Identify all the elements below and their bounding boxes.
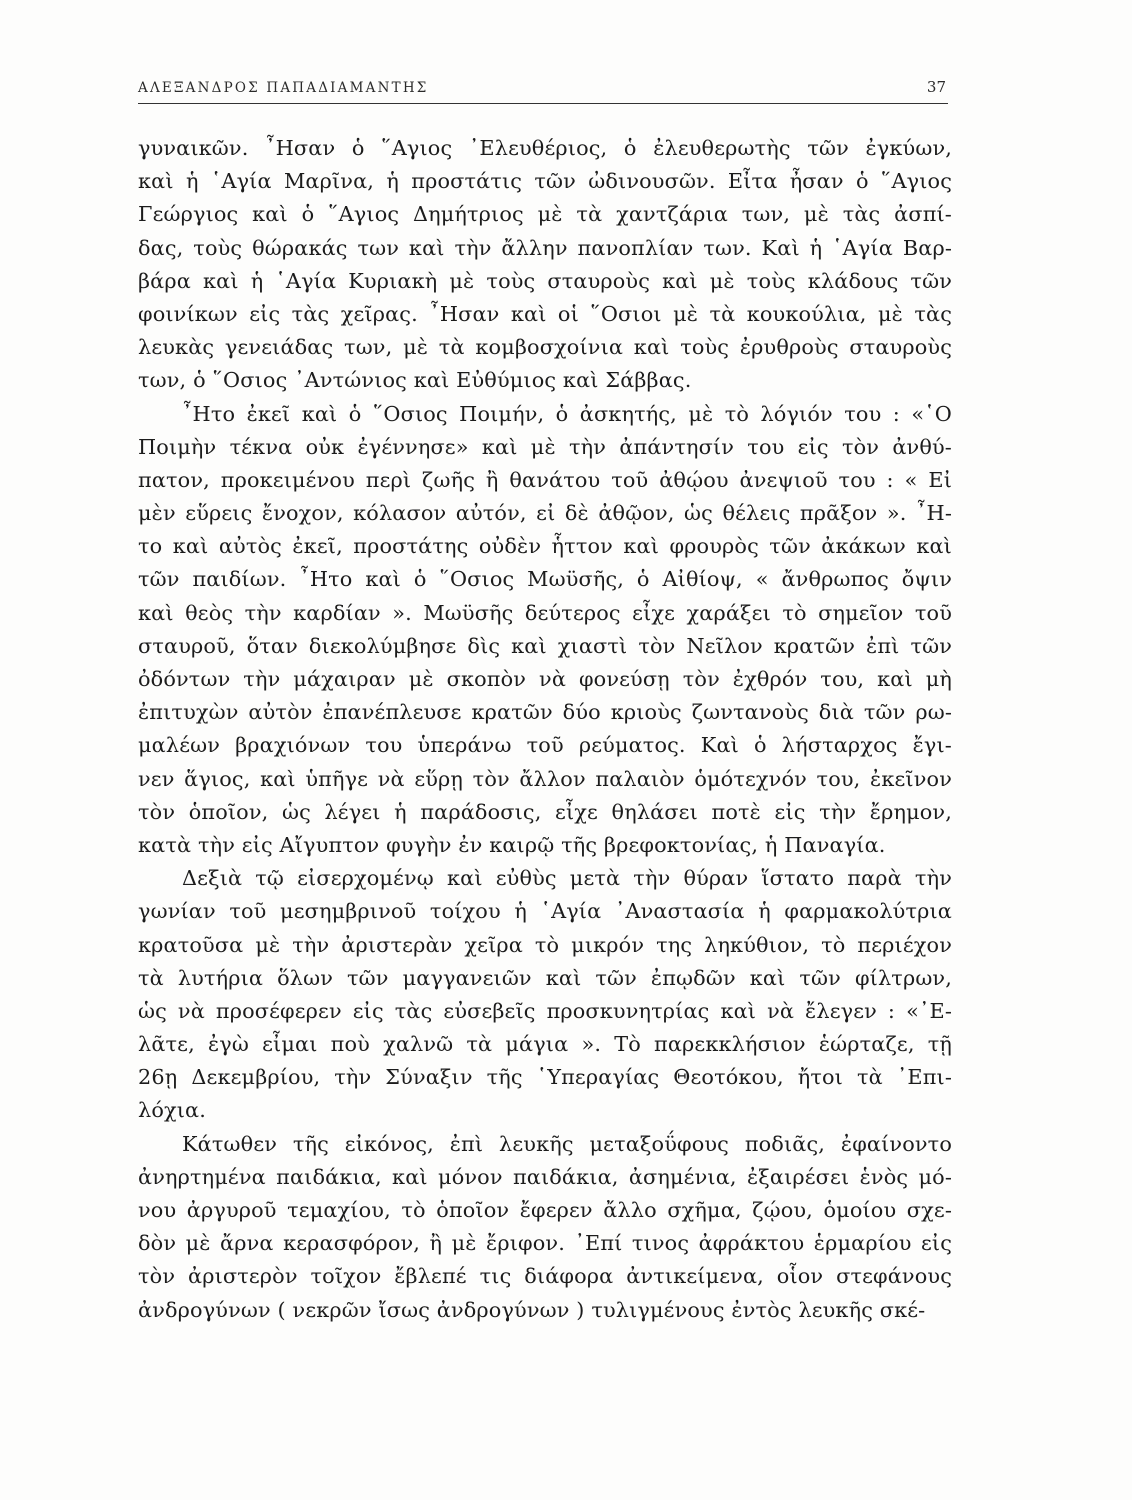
- text-line: κατὰ τὴν εἰς Αἴγυπτον φυγὴν ἐν καιρῷ τῆς βρεφοκτονίας, ἡ Παναγία.: [138, 832, 886, 857]
- text-line: ἐπιτυχὼν αὐτὸν ἐπανέπλευσε κρατῶν δύο κριοὺς ζωντανοὺς διὰ τῶν ρω-: [138, 700, 952, 725]
- paragraph: [138, 398, 952, 863]
- text-line: φοινίκων εἰς τὰς χεῖρας. ῏Ησαν καὶ οἱ ῞Οσιοι μὲ τὰ κουκούλια, μὲ τὰς: [138, 301, 952, 326]
- text-line: κρατοῦσα μὲ τὴν ἀριστερὰν χεῖρα τὸ μικρόν της ληκύθιον, τὸ περιέχον: [138, 932, 952, 957]
- text-line: μαλέων βραχιόνων του ὑπεράνω τοῦ ρεύματος. Καὶ ὁ λήσταρχος ἔγι-: [138, 733, 952, 758]
- text-line: ὡς νὰ προσέφερεν εἰς τὰς εὐσεβεῖς προσκυνητρίας καὶ νὰ ἔλεγεν : «᾿Ε-: [138, 998, 952, 1023]
- text-line: καὶ ἡ ῾Αγία Μαρῖνα, ἡ προστάτις τῶν ὠδινουσῶν. Εἶτα ἦσαν ὁ ῞Αγιος: [138, 169, 952, 194]
- text-line: λευκὰς γενειάδας των, μὲ τὰ κομβοσχοίνια καὶ τοὺς ἐρυθροὺς σταυροὺς: [138, 335, 952, 360]
- text-line: τῶν παιδίων. ῏Ητο καὶ ὁ ῞Οσιος Μωϋσῆς, ὁ Αἰθίοψ, « ἄνθρωπος ὄψιν: [138, 567, 952, 592]
- text-line: των, ὁ ῞Οσιος ᾿Αντώνιος καὶ Εὐθύμιος καὶ Σάββας.: [138, 368, 692, 393]
- text-line: λόχια.: [138, 1098, 207, 1123]
- paragraph: [138, 1128, 952, 1327]
- text-line: λᾶτε, ἐγὼ εἶμαι ποὺ χαλνῶ τὰ μάγια ». Τὸ παρεκκλήσιον ἑώρταζε, τῇ: [138, 1032, 952, 1057]
- text-line: μὲν εὕρεις ἔνοχον, κόλασον αὐτόν, εἰ δὲ ἀθῷον, ὡς θέλεις πρᾶξον ». ῏Η-: [138, 501, 952, 526]
- text-line: σταυροῦ, ὅταν διεκολύμβησε δὶς καὶ χιαστὶ τὸν Νεῖλον κρατῶν ἐπὶ τῶν: [138, 633, 952, 658]
- running-header: [138, 78, 950, 104]
- text-line: βάρα καὶ ἡ ῾Αγία Κυριακὴ μὲ τοὺς σταυροὺς καὶ μὲ τοὺς κλάδους τῶν: [138, 268, 952, 293]
- paragraph: [138, 862, 952, 1128]
- text-line: το καὶ αὐτὸς ἐκεῖ, προστάτης οὐδὲν ἧττον καὶ φρουρὸς τῶν ἀκάκων καὶ: [138, 534, 952, 559]
- text-line: γυναικῶν. ῏Ησαν ὁ ῞Αγιος ᾿Ελευθέριος, ὁ ἐλευθερωτὴς τῶν ἐγκύων,: [138, 136, 952, 160]
- text-line: Κάτωθεν τῆς εἰκόνος, ἐπὶ λευκῆς μεταξοΰφους ποδιᾶς, ἐφαίνοντο: [182, 1131, 952, 1156]
- text-line: ὀδόντων τὴν μάχαιραν μὲ σκοπὸν νὰ φονεύσῃ τὸν ἐχθρόν του, καὶ μὴ: [138, 667, 952, 691]
- text-line: Γεώργιος καὶ ὁ ῞Αγιος Δημήτριος μὲ τὰ χαντζάρια των, μὲ τὰς ἀσπί-: [138, 202, 952, 227]
- text-line: Ποιμὴν τέκνα οὐκ ἐγέννησε» καὶ μὲ τὴν ἀπάντησίν του εἰς τὸν ἀνθύ-: [138, 434, 952, 459]
- page-number: 37: [926, 78, 946, 96]
- text-line: γωνίαν τοῦ μεσημβρινοῦ τοίχου ἡ ῾Αγία ᾿Αναστασία ἡ φαρμακολύτρια: [138, 899, 952, 924]
- text-line: νεν ἅγιος, καὶ ὑπῆγε νὰ εὕρῃ τὸν ἄλλον παλαιὸν ὁμότεχνόν του, ἐκεῖνον: [138, 766, 952, 791]
- text-line: πατον, προκειμένου περὶ ζωῆς ἢ θανάτου τοῦ ἀθῴου ἀνεψιοῦ του : « Εἰ: [138, 467, 952, 492]
- text-line: τὸν ἀριστερὸν τοῖχον ἔβλεπέ τις διάφορα ἀντικείμενα, οἷον στεφάνους: [138, 1264, 952, 1289]
- text-line: τὸν ὁποῖον, ὡς λέγει ἡ παράδοσις, εἶχε θηλάσει ποτὲ εἰς τὴν ἔρημον,: [138, 799, 952, 824]
- text-line: ῏Ητο ἐκεῖ καὶ ὁ ῞Οσιος Ποιμήν, ὁ ἀσκητής, μὲ τὸ λόγιόν του : «῾Ο: [182, 401, 952, 426]
- header-rule: [138, 103, 948, 104]
- paragraph: [138, 132, 952, 398]
- text-line: τὰ λυτήρια ὅλων τῶν μαγγανειῶν καὶ τῶν ἐπῳδῶν καὶ τῶν φίλτρων,: [138, 965, 952, 990]
- text-line: καὶ θεὸς τὴν καρδίαν ». Μωϋσῆς δεύτερος εἶχε χαράξει τὸ σημεῖον τοῦ: [138, 600, 952, 625]
- text-line: ἀνηρτημένα παιδάκια, καὶ μόνον παιδάκια, ἀσημένια, ἐξαιρέσει ἑνὸς μό-: [138, 1164, 952, 1189]
- body-text: [138, 132, 952, 1327]
- text-line: ἀνδρογύνων ( νεκρῶν ἴσως ἀνδρογύνων ) τυλιγμένους ἐντὸς λευκῆς σκέ-: [138, 1297, 926, 1322]
- running-title: ΑΛΕΞΑΝΔΡΟΣ ΠΑΠΑΔΙΑΜΑΝΤΗΣ: [138, 80, 429, 96]
- text-line: δας, τοὺς θώρακάς των καὶ τὴν ἄλλην πανοπλίαν των. Καὶ ἡ ῾Αγία Βαρ-: [138, 235, 952, 260]
- text-line: νου ἀργυροῦ τεμαχίου, τὸ ὁποῖον ἔφερεν ἄλλο σχῆμα, ζῴου, ὁμοίου σχε-: [138, 1198, 952, 1222]
- text-line: Δεξιὰ τῷ εἰσερχομένῳ καὶ εὐθὺς μετὰ τὴν θύραν ἵστατο παρὰ τὴν: [182, 866, 952, 891]
- text-line: δὸν μὲ ἄρνα κερασφόρον, ἢ μὲ ἔριφον. ᾿Επί τινος ἀφράκτου ἑρμαρίου εἰς: [138, 1231, 952, 1256]
- text-line: 26ῃ Δεκεμβρίου, τὴν Σύναξιν τῆς ῾Υπεραγίας Θεοτόκου, ἤτοι τὰ ᾿Επι-: [138, 1065, 952, 1090]
